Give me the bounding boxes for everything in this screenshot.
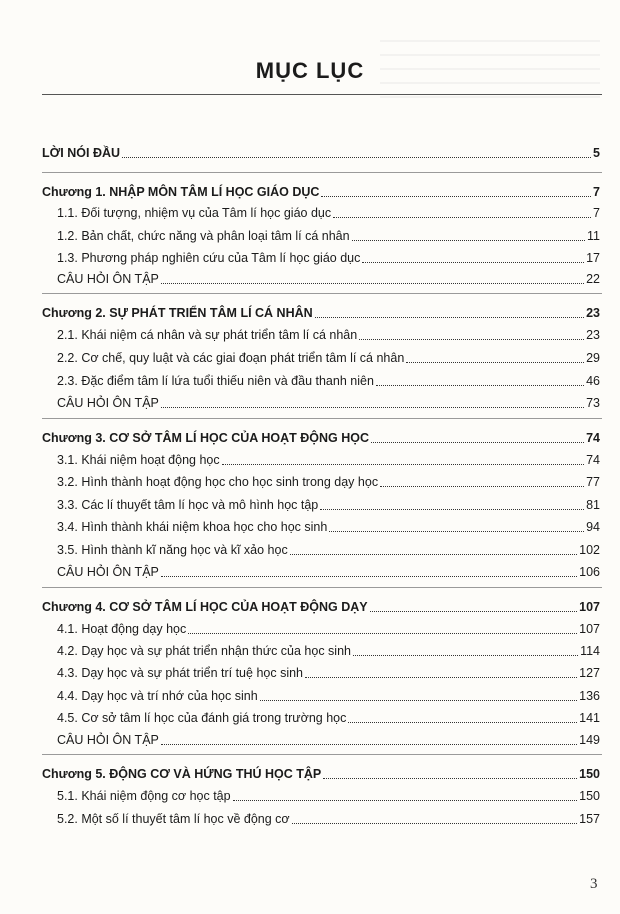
- toc-dot-leader: [352, 240, 585, 241]
- toc-entry-page: 149: [579, 733, 600, 747]
- toc-entry-page: 141: [579, 711, 600, 725]
- toc-entry-page: 5: [593, 146, 600, 160]
- toc-dot-leader: [161, 407, 584, 408]
- toc-dot-leader: [323, 778, 577, 779]
- toc-entry-title: 3.3. Các lí thuyết tâm lí học và mô hình học tập: [57, 498, 319, 512]
- page-title: MỤC LỤC: [255, 58, 365, 83]
- toc-entry-page: 29: [586, 351, 600, 365]
- toc-dot-leader: [260, 700, 577, 701]
- toc-entry-title: 1.3. Phương pháp nghiên cứu của Tâm lí học giáo dục: [57, 251, 361, 265]
- toc-entry-title: Chương 4. CƠ SỞ TÂM LÍ HỌC CỦA HOẠT ĐỘNG DẠY: [42, 600, 368, 614]
- toc-entry-title: 3.4. Hình thành khái niệm khoa học cho học sinh: [57, 520, 328, 534]
- toc-dot-leader: [292, 823, 578, 824]
- toc-dot-leader: [161, 576, 577, 577]
- toc-dot-leader: [376, 385, 584, 386]
- toc-dot-leader: [290, 554, 577, 555]
- toc-section-entry[interactable]: [57, 474, 600, 490]
- toc-entry-page: 11: [587, 229, 600, 243]
- toc-entry-page: 46: [586, 374, 600, 388]
- toc-entry-page: 107: [579, 622, 600, 636]
- toc-section-entry[interactable]: [57, 205, 600, 221]
- toc-entry-page: 17: [586, 251, 600, 265]
- toc-chapter-entry[interactable]: [42, 766, 600, 782]
- toc-entry-title: CÂU HỎI ÔN TẬP: [57, 272, 159, 286]
- toc-entry-title: 5.1. Khái niệm động cơ học tập: [57, 789, 231, 803]
- toc-section-entry[interactable]: [57, 271, 600, 287]
- section-divider: [42, 293, 602, 294]
- toc-dot-leader: [315, 317, 584, 318]
- toc-dot-leader: [320, 509, 584, 510]
- toc-entry-title: 4.2. Dạy học và sự phát triển nhận thức của học sinh: [57, 644, 351, 658]
- page-number: 3: [590, 876, 598, 892]
- toc-entry-page: 102: [579, 543, 600, 557]
- toc-entry-page: 81: [586, 498, 600, 512]
- toc-chapter-entry[interactable]: [42, 184, 600, 200]
- toc-chapter-entry[interactable]: [42, 599, 600, 615]
- toc-section-entry[interactable]: [57, 710, 600, 726]
- toc-entry-page: 114: [580, 644, 600, 658]
- toc-entry-title: 3.1. Khái niệm hoạt động học: [57, 453, 220, 467]
- toc-dot-leader: [370, 611, 578, 612]
- toc-entry-page: 23: [586, 306, 600, 320]
- toc-chapter-entry[interactable]: [42, 305, 600, 321]
- toc-dot-leader: [353, 655, 578, 656]
- toc-entry-title: Chương 5. ĐỘNG CƠ VÀ HỨNG THÚ HỌC TẬP: [42, 767, 322, 781]
- section-divider: [42, 754, 602, 755]
- toc-dot-leader: [321, 196, 591, 197]
- toc-entry-title: CÂU HỎI ÔN TẬP: [57, 733, 159, 747]
- toc-entry-page: 77: [586, 475, 600, 489]
- toc-dot-leader: [188, 633, 577, 634]
- toc-entry-page: 74: [586, 431, 600, 445]
- toc-section-entry[interactable]: [57, 327, 600, 343]
- section-divider: [42, 418, 602, 419]
- toc-dot-leader: [161, 283, 584, 284]
- toc-section-entry[interactable]: [57, 395, 600, 411]
- toc-entry-title: 1.2. Bản chất, chức năng và phân loại tâm lí cá nhân: [57, 229, 350, 243]
- toc-dot-leader: [233, 800, 578, 801]
- toc-entry-title: 2.1. Khái niệm cá nhân và sự phát triển tâm lí cá nhân: [57, 328, 358, 342]
- toc-entry-page: 127: [579, 666, 600, 680]
- toc-section-entry[interactable]: [57, 350, 600, 366]
- toc-dot-leader: [348, 722, 577, 723]
- toc-entry-title: 3.2. Hình thành hoạt động học cho học sinh trong dạy học: [57, 475, 379, 489]
- toc-dot-leader: [406, 362, 584, 363]
- toc-section-entry[interactable]: [57, 643, 600, 659]
- toc-section-entry[interactable]: [57, 452, 600, 468]
- toc-entry-page: 107: [579, 600, 600, 614]
- toc-entry-title: 2.3. Đặc điểm tâm lí lứa tuổi thiếu niên và đầu thanh niên: [57, 374, 374, 388]
- toc-entry-title: 5.2. Một số lí thuyết tâm lí học về động cơ: [57, 812, 290, 826]
- toc-section-entry[interactable]: [57, 542, 600, 558]
- toc-entry-page: 74: [586, 453, 600, 467]
- toc-entry-page: 106: [579, 565, 600, 579]
- toc-entry-title: 4.1. Hoạt động dạy học: [57, 622, 187, 636]
- toc-dot-leader: [359, 339, 584, 340]
- toc-section-entry[interactable]: [57, 732, 600, 748]
- toc-chapter-entry[interactable]: [42, 145, 600, 161]
- toc-entry-title: Chương 1. NHẬP MÔN TÂM LÍ HỌC GIÁO DỤC: [42, 185, 320, 199]
- toc-entry-title: 4.5. Cơ sở tâm lí học của đánh giá trong trường học: [57, 711, 347, 725]
- toc-entry-page: 150: [579, 767, 600, 781]
- toc-entry-title: 4.4. Dạy học và trí nhớ của học sinh: [57, 689, 258, 703]
- toc-entry-title: 4.3. Dạy học và sự phát triển trí tuệ học sinh: [57, 666, 303, 680]
- toc-dot-leader: [305, 677, 577, 678]
- toc-entry-page: 7: [593, 206, 600, 220]
- toc-section-entry[interactable]: [57, 564, 600, 580]
- toc-dot-leader: [122, 157, 591, 158]
- toc-entry-title: Chương 2. SỰ PHÁT TRIỂN TÂM LÍ CÁ NHÂN: [42, 306, 313, 320]
- toc-dot-leader: [329, 531, 584, 532]
- toc-section-entry[interactable]: [57, 621, 600, 637]
- toc-entry-title: 2.2. Cơ chế, quy luật và các giai đoạn phát triển tâm lí cá nhân: [57, 351, 405, 365]
- toc-section-entry[interactable]: [57, 228, 600, 244]
- toc-dot-leader: [362, 262, 584, 263]
- section-divider: [42, 587, 602, 588]
- toc-dot-leader: [380, 486, 584, 487]
- section-divider: [42, 172, 602, 173]
- toc-entry-page: 73: [586, 396, 600, 410]
- toc-entry-page: 94: [586, 520, 600, 534]
- toc-section-entry[interactable]: [57, 250, 600, 266]
- toc-dot-leader: [161, 744, 577, 745]
- toc-entry-title: Chương 3. CƠ SỞ TÂM LÍ HỌC CỦA HOẠT ĐỘNG HỌC: [42, 431, 369, 445]
- toc-chapter-entry[interactable]: [42, 430, 600, 446]
- toc-entry-title: 3.5. Hình thành kĩ năng học và kĩ xảo học: [57, 543, 288, 557]
- toc-section-entry[interactable]: [57, 665, 600, 681]
- toc-section-entry[interactable]: [57, 373, 600, 389]
- toc-section-entry[interactable]: [57, 688, 600, 704]
- toc-entry-title: 1.1. Đối tượng, nhiệm vụ của Tâm lí học giáo dục: [57, 206, 332, 220]
- toc-section-entry[interactable]: [57, 788, 600, 804]
- toc-entry-page: 7: [593, 185, 600, 199]
- toc-entry-page: 136: [579, 689, 600, 703]
- toc-entry-page: 150: [579, 789, 600, 803]
- toc-dot-leader: [371, 442, 584, 443]
- toc-entry-page: 22: [586, 272, 600, 286]
- toc-entry-title: CÂU HỎI ÔN TẬP: [57, 396, 159, 410]
- toc-dot-leader: [222, 464, 584, 465]
- toc-dot-leader: [333, 217, 591, 218]
- toc-entry-title: CÂU HỎI ÔN TẬP: [57, 565, 159, 579]
- toc-entry-title: LỜI NÓI ĐẦU: [42, 146, 121, 160]
- toc-entry-page: 157: [579, 812, 600, 826]
- toc-entry-page: 23: [586, 328, 600, 342]
- toc-section-entry[interactable]: [57, 519, 600, 535]
- toc-section-entry[interactable]: [57, 811, 600, 827]
- toc-section-entry[interactable]: [57, 497, 600, 513]
